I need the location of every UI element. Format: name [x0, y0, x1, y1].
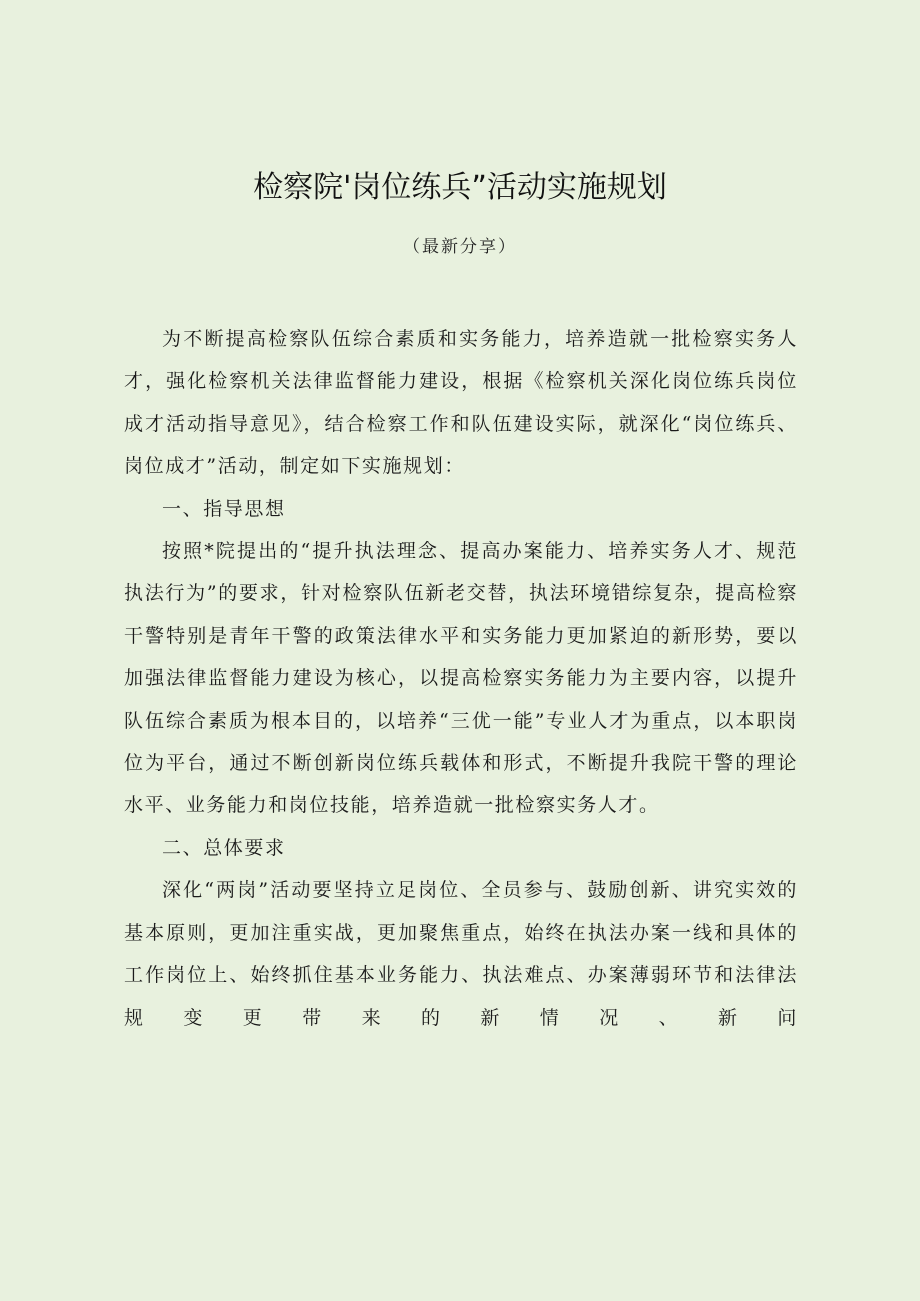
document-subtitle: （最新分享） [403, 237, 517, 257]
paragraph-general-requirements: 深化“两岗”活动要坚持立足岗位、全员参与、鼓励创新、讲究实效的基本原则，更加注重实战，更加聚焦重点，始终在执法办案一线和具体的工作岗位上、始终抓住基本业务能力、执法难点、办案薄弱环节和法律法规变更带来的新情况、新问 [124, 879, 798, 1029]
paragraph-guiding-ideology: 按照*院提出的“提升执法理念、提高办案能力、培养实务人才、规范执法行为”的要求，针对检察队伍新老交替，执法环境错综复杂，提高检察干警特别是青年干警的政策法律水平和实务能力更加紧迫的新形势，要以加强法律监督能力建设为核心，以提高检察实务能力为主要内容，以提升队伍综合素质为根本目的，以培养“三优一能”专业人才为重点，以本职岗位为平台，通过不断创新岗位练兵载体和形式，不断提升我院干警的理论水平、业务能力和岗位技能，培养造就一批检察实务人才。 [124, 540, 798, 817]
document-body [124, 318, 798, 1039]
section-heading-guiding-ideology: 一、指导思想 [162, 497, 286, 520]
document-title: 检察院'岗位练兵”活动实施规划 [253, 170, 667, 205]
paragraph-intro: 为不断提高检察队伍综合素质和实务能力，培养造就一批检察实务人才，强化检察机关法律监督能力建设，根据《检察机关深化岗位练兵岗位成才活动指导意见》，结合检察工作和队伍建设实际，就深化“岗位练兵、岗位成才”活动，制定如下实施规划： [124, 328, 798, 478]
section-heading-general-requirements: 二、总体要求 [162, 836, 286, 859]
